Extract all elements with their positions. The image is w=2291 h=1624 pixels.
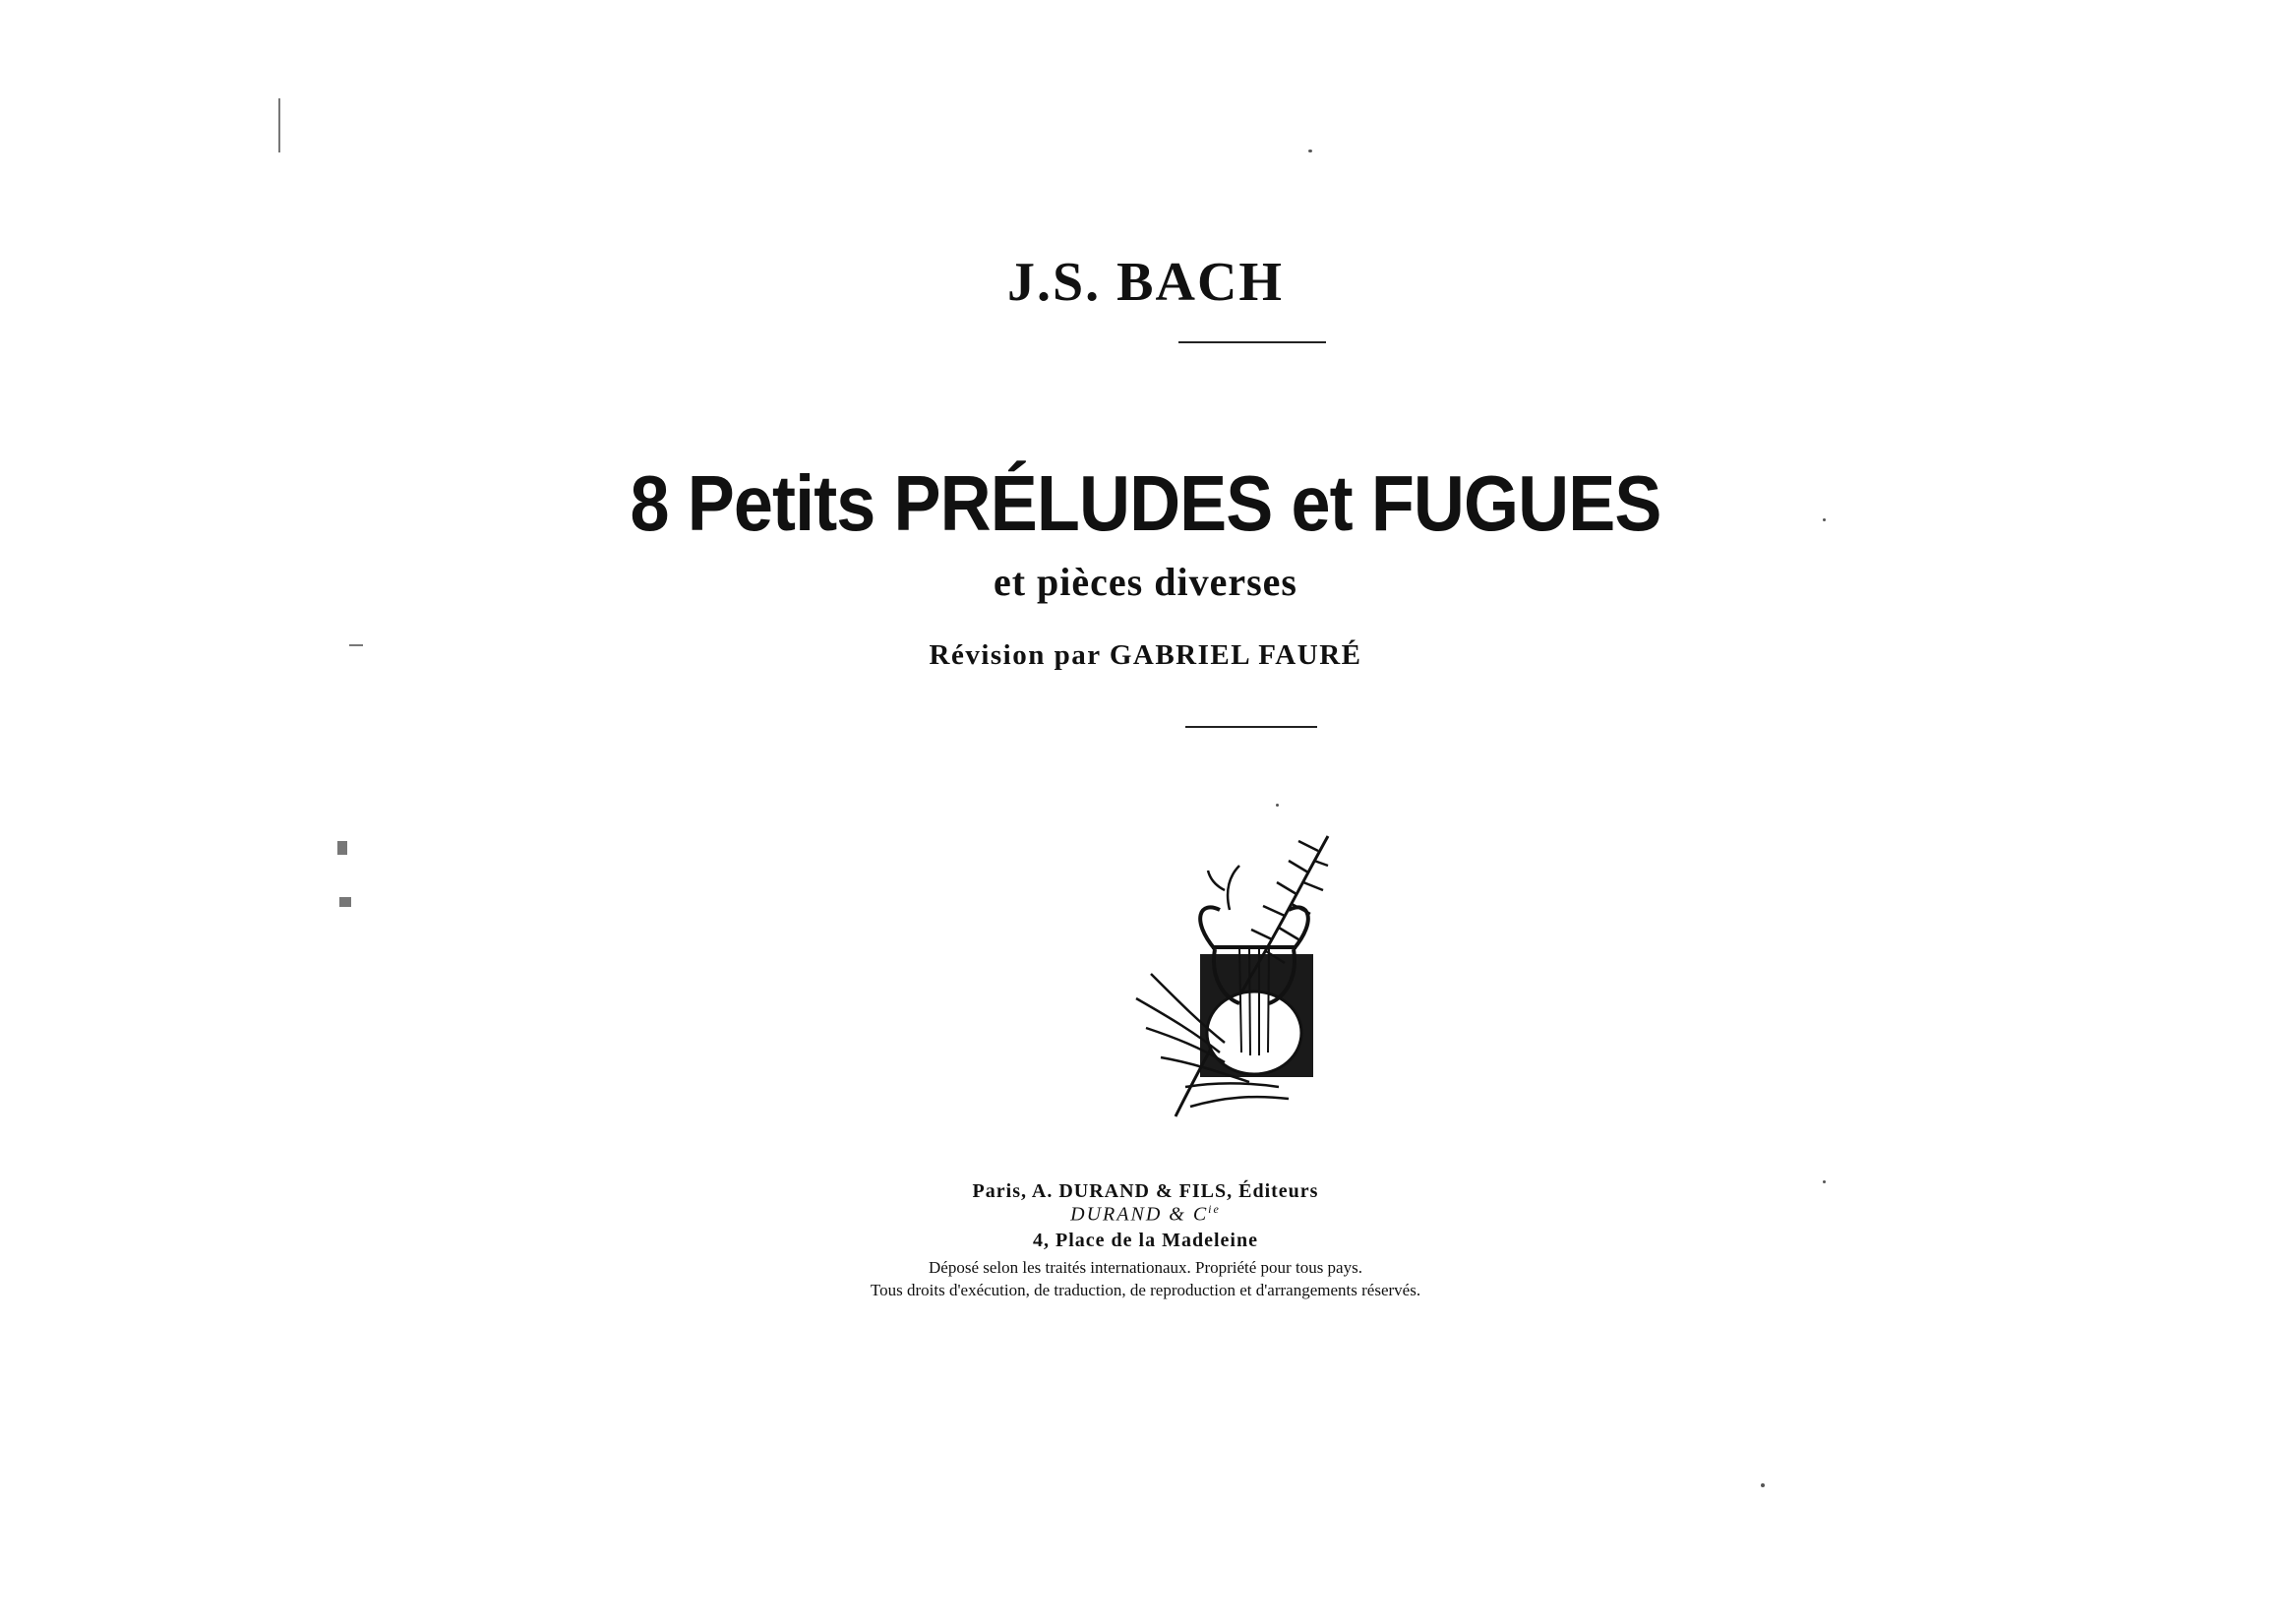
scan-speck bbox=[1276, 804, 1279, 807]
publisher-imprint bbox=[0, 1202, 2291, 1227]
scan-speck bbox=[1823, 518, 1826, 521]
rights-notice: Tous droits d'exécution, de traduction, de reproduction et d'arrangements réservés. bbox=[870, 1281, 1421, 1299]
divider-top bbox=[1178, 341, 1326, 343]
divider-bottom bbox=[1185, 726, 1317, 728]
publisher-imprint-sup: ie bbox=[1208, 1202, 1221, 1216]
publisher-address: 4, Place de la Madeleine bbox=[1033, 1230, 1258, 1251]
scan-artifact bbox=[339, 897, 351, 907]
lyre-with-palm-fronds-icon bbox=[1131, 831, 1338, 1136]
scan-artifact bbox=[337, 841, 347, 855]
scan-speck bbox=[1761, 1483, 1765, 1487]
revision-credit: Révision par GABRIEL FAURÉ bbox=[929, 639, 1362, 671]
publisher-imprint-main: DURAND & C bbox=[1070, 1203, 1209, 1226]
scan-speck bbox=[1308, 150, 1312, 152]
publisher-line: Paris, A. DURAND & FILS, Éditeurs bbox=[972, 1180, 1319, 1202]
scan-artifact bbox=[278, 98, 280, 152]
copyright-notice: Déposé selon les traités internationaux. Propriété pour tous pays. bbox=[929, 1258, 1362, 1277]
scan-speck bbox=[1823, 1180, 1826, 1183]
scan-artifact bbox=[349, 644, 363, 646]
work-title: 8 Petits PRÉLUDES et FUGUES bbox=[630, 459, 1661, 547]
work-subtitle: et pièces diverses bbox=[993, 560, 1297, 604]
composer-name: J.S. BACH bbox=[1007, 252, 1284, 313]
